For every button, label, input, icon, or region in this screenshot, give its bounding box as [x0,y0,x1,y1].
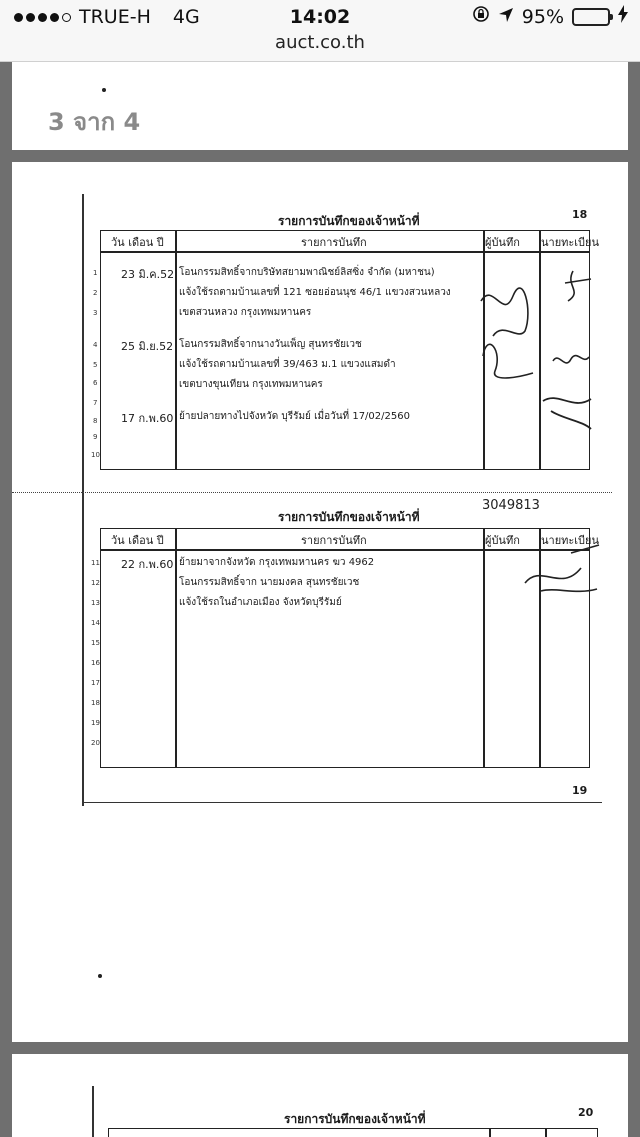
handwritten-signature-2 [521,543,601,603]
location-arrow-icon [498,6,514,28]
col-header-recorder: ผู้บันทึก [485,236,520,249]
page-number-bottom: 19 [572,784,588,797]
row-number: 5 [93,361,98,369]
row-number: 9 [93,433,98,441]
entry-date: 25 มิ.ย.52 [121,340,174,353]
entry-line: แจ้งใช้รถตามบ้านเลขที่ 121 ซอยอ่อนนุช 46/1 แขวงสวนหลวง [179,287,451,298]
entry-line: โอนกรรมสิทธิ์จาก นายมงคล สุนทรชัยเวช [179,577,360,588]
row-number: 18 [91,699,100,707]
col-header-recorder: ผู้บันทึก [485,534,520,547]
row-number: 13 [91,599,100,607]
entry-date: 23 มิ.ค.52 [121,268,175,281]
record-table-1 [91,230,600,470]
entry-line: แจ้งใช้รถในอำเภอเมือง จังหวัดบุรีรัมย์ [179,597,342,608]
col-header-registrar: นายทะเบียน [541,236,600,249]
signal-strength-icon [14,13,71,22]
footer-rule [82,802,602,803]
entry-line: ย้ายมาจากจังหวัด กรุงเทพมหานคร ฆว 4962 [179,557,375,568]
row-number: 2 [93,289,98,297]
col-header-date: วัน เดือน ปี [111,534,164,547]
network-type: 4G [172,6,200,28]
section-title-next: รายการบันทึกของเจ้าหน้าที่ [284,1112,426,1126]
page-indicator: 3 จาก 4 [48,108,141,136]
entry-line: แจ้งใช้รถตามบ้านเลขที่ 39/463 ม.1 แขวงแสมดำ [179,359,396,370]
entry-line: เขตสวนหลวง กรุงเทพมหานคร [179,307,312,318]
status-icons [472,5,628,28]
row-number: 7 [93,399,98,407]
rotation-lock-icon [472,5,490,28]
binding-line [82,194,84,806]
serial-number: 3049813 [482,498,540,513]
col-header-entry: รายการบันทึก [301,534,367,547]
entry-line: ย้ายปลายทางไปจังหวัด บุรีรัมย์ เมื่อวันที่ 17/02/2560 [179,411,410,422]
row-number: 14 [91,619,100,627]
row-number: 15 [91,639,100,647]
row-number: 6 [93,379,98,387]
binding-line [92,1086,94,1137]
scan-mark [98,974,102,978]
entry-line: โอนกรรมสิทธิ์จากนางวันเพ็ญ สุนทรชัยเวช [179,339,362,350]
record-table-next [108,1128,598,1137]
carrier-info [14,6,200,28]
scan-mark [102,88,106,92]
document-page-current[interactable] [12,162,628,1042]
row-number: 11 [91,559,100,567]
clock: 14:02 [289,6,351,28]
page-number-top: 18 [572,208,588,221]
handwritten-signatures [473,261,593,441]
row-number: 10 [91,451,100,459]
charging-bolt-icon [618,5,628,28]
row-number: 4 [93,341,98,349]
row-number: 12 [91,579,100,587]
row-number: 16 [91,659,100,667]
col-header-date: วัน เดือน ปี [111,236,164,249]
entry-line: โอนกรรมสิทธิ์จากบริษัทสยามพาณิชย์ลิสซิ่ง จำกัด (มหาชน) [179,267,435,278]
section-title: รายการบันทึกของเจ้าหน้าที่ [278,214,420,228]
entry-date: 17 ก.พ.60 [121,412,174,425]
page-url[interactable]: auct.co.th [275,32,365,53]
row-number: 8 [93,417,98,425]
document-page-previous[interactable] [12,62,628,150]
col-header-entry: รายการบันทึก [301,236,367,249]
page-number-next: 20 [578,1106,594,1119]
battery-percent: 95% [521,5,564,28]
status-bar [0,0,640,62]
section-title-2: รายการบันทึกของเจ้าหน้าที่ [278,510,420,524]
row-number: 3 [93,309,98,317]
row-number: 19 [91,719,100,727]
entry-line: เขตบางขุนเทียน กรุงเทพมหานคร [179,379,323,390]
entry-date: 22 ก.พ.60 [121,558,174,571]
battery-icon [572,8,610,26]
document-page-next[interactable] [12,1054,628,1137]
row-number: 17 [91,679,100,687]
carrier-name: TRUE-H [79,6,151,28]
row-number: 1 [93,269,98,277]
col-header-registrar: นายทะเบียน [541,534,600,547]
row-number: 20 [91,739,100,747]
record-table-2 [91,528,600,768]
